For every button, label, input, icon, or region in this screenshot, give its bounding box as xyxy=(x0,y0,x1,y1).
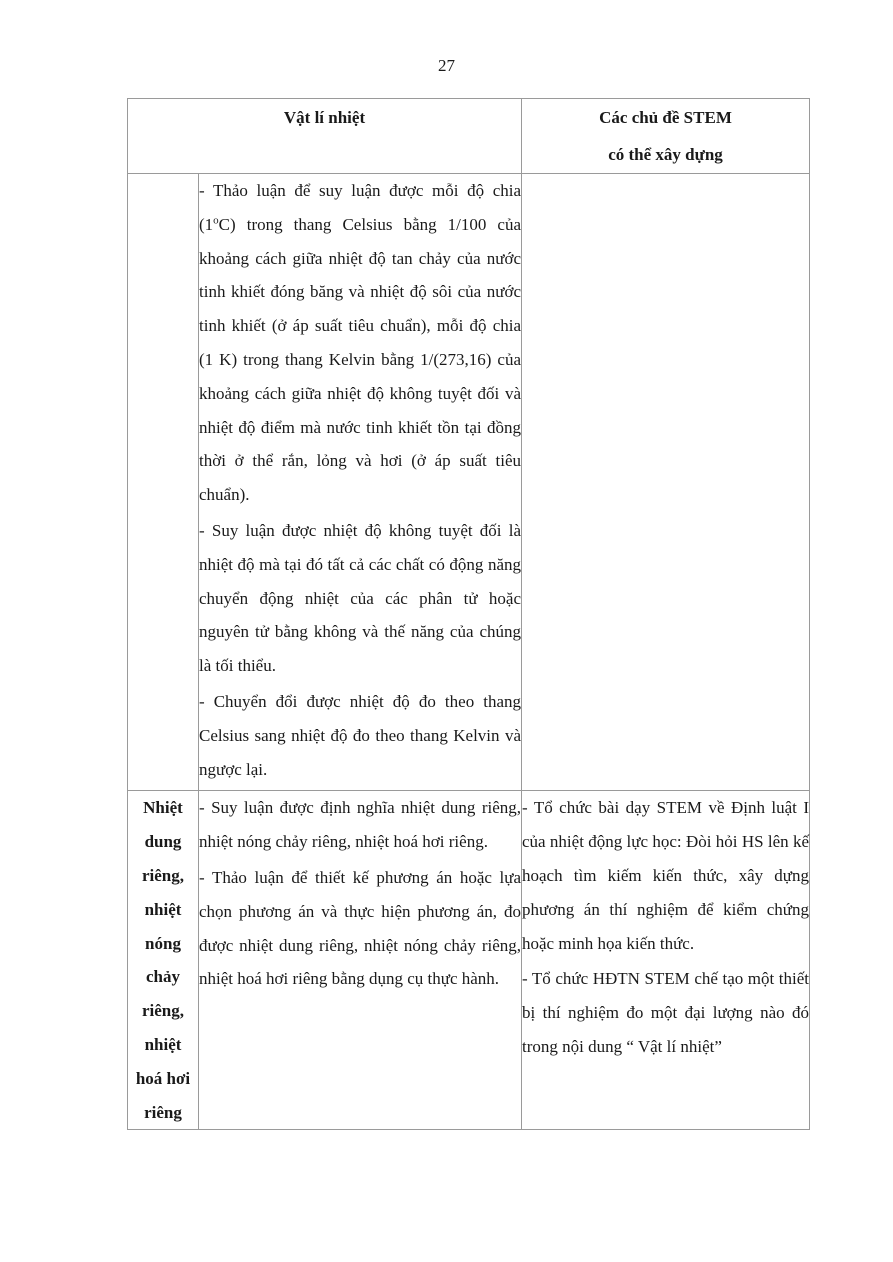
topic-line: nhiệt xyxy=(144,899,182,919)
topic-cell xyxy=(128,791,199,1130)
stem-paragraph: - Tổ chức HĐTN STEM chế tạo một thiết bị thí nghiệm đo một đại lượng nào đó trong nội dung “ Vật lí nhiệt” xyxy=(522,969,810,1056)
content-paragraph: - Suy luận được định nghĩa nhiệt dung riêng, nhiệt nóng chảy riêng, nhiệt hoá hơi riêng. xyxy=(199,798,522,852)
table-row xyxy=(128,174,810,791)
content-paragraph: - Suy luận được nhiệt độ không tuyệt đối là nhiệt độ mà tại đó tất cả các chất có động năng chuyển động nhiệt của các phân tử hoặc nguyên tử bằng không và thế năng của chúng là tối thiểu. xyxy=(199,520,522,676)
topic-line: riêng xyxy=(144,1102,182,1122)
topic-cell-empty xyxy=(128,174,199,791)
header-stem-line1: Các chủ đề STEM xyxy=(599,108,732,127)
topic-line: hoá hơi xyxy=(135,1068,191,1088)
stem-cell xyxy=(522,791,810,1130)
content-cell xyxy=(199,174,522,791)
topic-line: chảy xyxy=(146,967,180,987)
topic-line: nhiệt xyxy=(144,1034,182,1054)
content-paragraph xyxy=(199,174,521,512)
content-cell xyxy=(199,791,522,1130)
topic-line: dung xyxy=(144,832,182,852)
topic-line: riêng, xyxy=(141,865,185,885)
topic-line: Nhiệt xyxy=(143,798,183,818)
content-paragraph: - Thảo luận để thiết kế phương án hoặc lựa chọn phương án và thực hiện phương án, đo được nhiệt dung riêng, nhiệt nóng chảy riêng, nhiệt hoá hơi riêng bằng dụng cụ thực hành. xyxy=(199,867,522,989)
stem-topics-table xyxy=(127,98,810,1130)
header-stem xyxy=(522,99,810,174)
header-stem-line2: có thể xây dựng xyxy=(608,145,723,164)
page-number: 27 xyxy=(438,56,455,75)
topic-line: riêng, xyxy=(141,1001,185,1021)
content-text-a: - Thảo luận để suy luận được mỗi độ chia (1$^o$C) trong thang Celsius bằng 1/100 của khoảng cách giữa nhiệt độ tan chảy của nước tinh khiết đóng băng và nhiệt độ sôi của nước tinh khiết (ở áp suất tiêu chuẩn), mỗi độ chia (1 K) trong thang Kelvin bằng 1/(273,16) của khoảng cách giữa nhiệt độ không tuyệt đối và nhiệt độ điểm mà nước tinh khiết tồn tại đồng thời ở thể rắn, lỏng và hơi (ở áp suất tiêu chuẩn). xyxy=(199,181,522,505)
topic-line: nóng xyxy=(145,933,181,953)
header-physics: Vật lí nhiệt xyxy=(128,99,522,174)
table-header-row xyxy=(128,99,810,174)
stem-cell-empty xyxy=(522,174,810,791)
content-paragraph: - Chuyển đổi được nhiệt độ đo theo thang Celsius sang nhiệt độ đo theo thang Kelvin và ngược lại. xyxy=(199,691,522,779)
stem-paragraph: - Tổ chức bài dạy STEM về Định luật I của nhiệt động lực học: Đòi hỏi HS lên kế hoạch tìm kiếm kiến thức, xây dựng phương án thí nghiệm để kiểm chứng hoặc minh họa kiến thức. xyxy=(522,798,810,953)
table-row xyxy=(128,791,810,1130)
